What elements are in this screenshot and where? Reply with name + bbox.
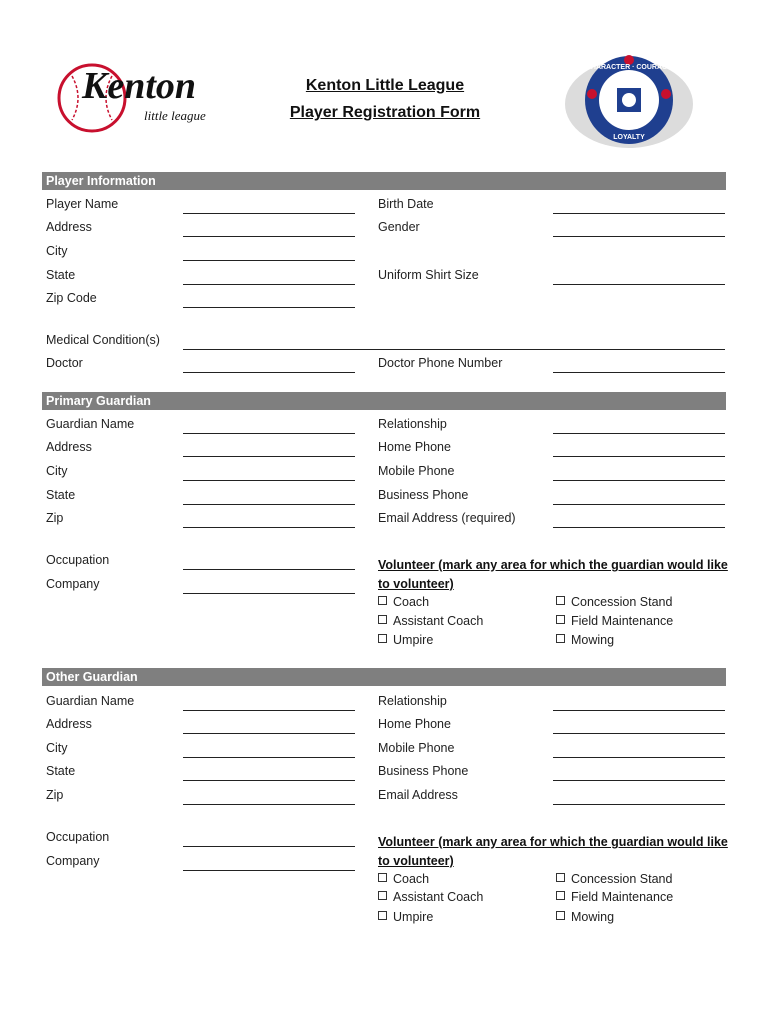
- logo-subtext: little league: [144, 108, 206, 123]
- field-other-guardian-name[interactable]: [183, 710, 355, 711]
- primary-volunteer-mowing[interactable]: [556, 633, 614, 647]
- label-other-business-phone: Business Phone: [378, 764, 469, 778]
- label-primary-home-phone: Home Phone: [378, 440, 451, 454]
- field-other-email[interactable]: [553, 804, 725, 805]
- field-player-name[interactable]: [183, 213, 355, 214]
- label-other-zip: Zip: [46, 788, 64, 802]
- other-volunteer-field[interactable]: [556, 890, 673, 904]
- little-league-seal: [562, 52, 696, 152]
- primary-volunteer-concession[interactable]: [556, 595, 672, 609]
- label-primary-relationship: Relationship: [378, 417, 447, 431]
- label-doctor: Doctor: [46, 356, 83, 370]
- field-medical-conditions[interactable]: [183, 349, 725, 350]
- checkbox-label: Umpire: [393, 633, 434, 647]
- field-primary-zip[interactable]: [183, 527, 355, 528]
- label-primary-company: Company: [46, 577, 100, 591]
- label-player-zip: Zip Code: [46, 291, 97, 305]
- field-other-business-phone[interactable]: [553, 780, 725, 781]
- primary-volunteer-umpire[interactable]: [378, 633, 433, 647]
- primary-volunteer-coach[interactable]: [378, 595, 429, 609]
- checkbox-label: Coach: [393, 872, 430, 886]
- label-primary-occupation: Occupation: [46, 553, 110, 567]
- label-primary-city: City: [46, 464, 68, 478]
- field-doctor[interactable]: [183, 372, 355, 373]
- section-header-player-information: Player Information: [42, 172, 726, 190]
- field-player-city[interactable]: [183, 260, 355, 261]
- checkbox-icon[interactable]: [378, 634, 387, 643]
- label-player-city: City: [46, 244, 68, 258]
- checkbox-label: Concession Stand: [571, 872, 673, 886]
- checkbox-icon[interactable]: [556, 596, 565, 605]
- field-other-occupation[interactable]: [183, 846, 355, 847]
- checkbox-label: Coach: [393, 595, 430, 609]
- label-other-occupation: Occupation: [46, 830, 110, 844]
- field-primary-company[interactable]: [183, 593, 355, 594]
- label-primary-state: State: [46, 488, 76, 502]
- checkbox-icon[interactable]: [556, 891, 565, 900]
- field-primary-mobile-phone[interactable]: [553, 480, 725, 481]
- label-gender: Gender: [378, 220, 420, 234]
- label-primary-mobile-phone: Mobile Phone: [378, 464, 455, 478]
- field-other-zip[interactable]: [183, 804, 355, 805]
- section-header-other-guardian: Other Guardian: [42, 668, 726, 686]
- field-primary-state[interactable]: [183, 504, 355, 505]
- seal-bottom-text: LOYALTY: [613, 134, 645, 141]
- other-volunteer-assistant-coach[interactable]: [378, 890, 483, 904]
- checkbox-label: Assistant Coach: [393, 890, 484, 904]
- checkbox-icon[interactable]: [378, 596, 387, 605]
- label-other-mobile-phone: Mobile Phone: [378, 741, 455, 755]
- field-primary-email[interactable]: [553, 527, 725, 528]
- checkbox-icon[interactable]: [378, 873, 387, 882]
- field-player-address[interactable]: [183, 236, 355, 237]
- label-primary-email: Email Address (required): [378, 511, 516, 525]
- field-other-mobile-phone[interactable]: [553, 757, 725, 758]
- label-player-name: Player Name: [46, 197, 119, 211]
- field-other-city[interactable]: [183, 757, 355, 758]
- label-other-state: State: [46, 764, 76, 778]
- label-player-state: State: [46, 268, 76, 282]
- label-birth-date: Birth Date: [378, 197, 434, 211]
- checkbox-label: Umpire: [393, 910, 434, 924]
- label-other-company: Company: [46, 854, 100, 868]
- checkbox-icon[interactable]: [378, 911, 387, 920]
- primary-volunteer-assistant-coach[interactable]: [378, 614, 483, 628]
- other-volunteer-umpire[interactable]: [378, 910, 433, 924]
- checkbox-icon[interactable]: [556, 615, 565, 624]
- section-header-primary-guardian: Primary Guardian: [42, 392, 726, 410]
- checkbox-label: Assistant Coach: [393, 614, 484, 628]
- primary-volunteer-heading: Volunteer (mark any area for which the guardian would like to volunteer): [378, 558, 728, 591]
- form-title-line1: Kenton Little League: [305, 77, 465, 94]
- logo-wordmark: Kenton: [82, 65, 197, 107]
- label-primary-zip: Zip: [46, 511, 64, 525]
- checkbox-label: Mowing: [571, 910, 615, 924]
- field-primary-occupation[interactable]: [183, 569, 355, 570]
- field-player-state[interactable]: [183, 284, 355, 285]
- field-primary-home-phone[interactable]: [553, 456, 725, 457]
- checkbox-icon[interactable]: [556, 911, 565, 920]
- field-primary-guardian-name[interactable]: [183, 433, 355, 434]
- field-other-company[interactable]: [183, 870, 355, 871]
- label-other-guardian-name: Guardian Name: [46, 694, 135, 708]
- label-other-home-phone: Home Phone: [378, 717, 451, 731]
- checkbox-label: Field Maintenance: [571, 614, 674, 628]
- field-doctor-phone[interactable]: [553, 372, 725, 373]
- label-medical-conditions: Medical Condition(s): [46, 333, 160, 347]
- field-other-address[interactable]: [183, 733, 355, 734]
- field-primary-business-phone[interactable]: [553, 504, 725, 505]
- field-birth-date[interactable]: [553, 213, 725, 214]
- label-other-city: City: [46, 741, 68, 755]
- checkbox-icon[interactable]: [556, 873, 565, 882]
- field-primary-address[interactable]: [183, 456, 355, 457]
- field-primary-city[interactable]: [183, 480, 355, 481]
- field-primary-relationship[interactable]: [553, 433, 725, 434]
- label-other-address: Address: [46, 717, 92, 731]
- label-uniform-size: Uniform Shirt Size: [378, 268, 479, 282]
- kenton-logo: [52, 58, 232, 138]
- label-primary-business-phone: Business Phone: [378, 488, 469, 502]
- other-volunteer-coach[interactable]: [378, 872, 429, 886]
- seal-top-text: CHARACTER · COURAGE: [585, 64, 673, 71]
- checkbox-icon[interactable]: [556, 634, 565, 643]
- field-uniform-size[interactable]: [553, 284, 725, 285]
- other-volunteer-concession[interactable]: [556, 872, 672, 886]
- primary-volunteer-field[interactable]: [556, 614, 673, 628]
- checkbox-icon[interactable]: [378, 891, 387, 900]
- checkbox-icon[interactable]: [378, 615, 387, 624]
- field-player-zip[interactable]: [183, 307, 355, 308]
- other-volunteer-mowing[interactable]: [556, 910, 614, 924]
- label-other-email: Email Address: [378, 788, 458, 802]
- checkbox-label: Concession Stand: [571, 595, 673, 609]
- label-doctor-phone: Doctor Phone Number: [378, 356, 503, 370]
- other-volunteer-heading: Volunteer (mark any area for which the guardian would like to volunteer): [378, 835, 728, 868]
- field-other-relationship[interactable]: [553, 710, 725, 711]
- form-title-line2: Player Registration Form: [289, 104, 481, 121]
- field-gender[interactable]: [553, 236, 725, 237]
- checkbox-label: Field Maintenance: [571, 890, 674, 904]
- checkbox-label: Mowing: [571, 633, 615, 647]
- label-player-address: Address: [46, 220, 92, 234]
- label-other-relationship: Relationship: [378, 694, 447, 708]
- label-primary-guardian-name: Guardian Name: [46, 417, 135, 431]
- label-primary-address: Address: [46, 440, 92, 454]
- field-other-state[interactable]: [183, 780, 355, 781]
- field-other-home-phone[interactable]: [553, 733, 725, 734]
